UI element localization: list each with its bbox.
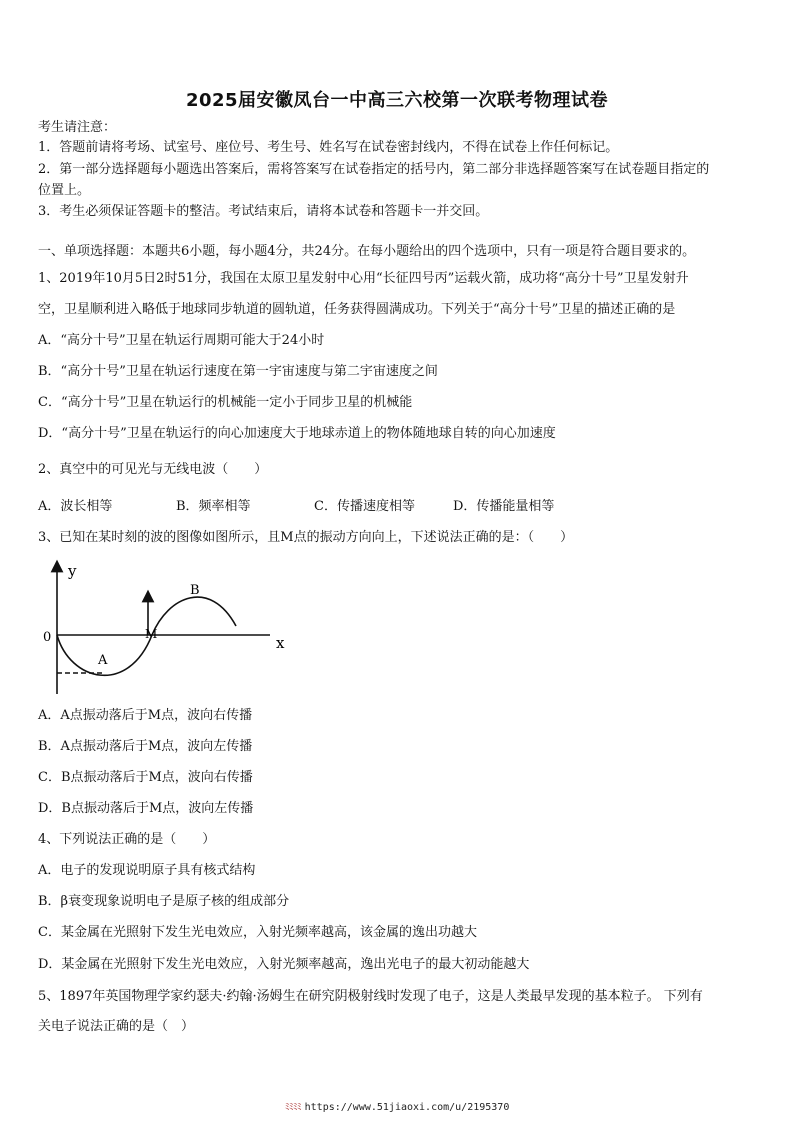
- q1-stem-line1: 1、2019年10月5日2时51分，我国在太原卫星发射中心用“长征四号丙”运载火箭，成功将“高分十号”卫星发射升: [38, 271, 689, 286]
- q5-stem-line1: 5、1897年英国物理学家约瑟夫·约翰·汤姆生在研究阴极射线时发现了电子，这是人类最早发现的基本粒子。 下列有: [38, 989, 703, 1004]
- q5-stem-line2: 关电子说法正确的是（ ）: [38, 1019, 195, 1034]
- q2-option-d: D．传播能量相等: [453, 499, 555, 514]
- point-a-label: A: [98, 653, 108, 668]
- q2-option-a: A．波长相等: [38, 499, 113, 514]
- notice-heading: 考生请注意：: [38, 120, 117, 135]
- q1-stem-line2: 空，卫星顺利进入略低于地球同步轨道的圆轨道，任务获得圆满成功。下列关于“高分十号”卫星的描述正确的是: [38, 302, 676, 317]
- notice-item: 1．答题前请将考场、试室号、座位号、考生号、姓名写在试卷密封线内，不得在试卷上作任何标记。: [38, 140, 619, 155]
- footer-url[interactable]: https://www.51jiaoxi.com/u/2195370: [304, 1102, 510, 1113]
- notice-item: 2．第一部分选择题每小题选出答案后，需将答案写在试卷指定的括号内，第二部分非选择题答案写在试卷题目指定的: [38, 162, 710, 177]
- q1-option-a: A．“高分十号”卫星在轨运行周期可能大于24小时: [38, 333, 325, 348]
- q4-option-b: B．β衰变现象说明电子是原子核的组成部分: [38, 894, 290, 909]
- q3-option-b: B．A点振动落后于M点，波向左传播: [38, 739, 253, 754]
- y-axis-label: y: [68, 562, 77, 580]
- notice-item: 位置上。: [38, 183, 91, 198]
- q1-option-c: C．“高分十号”卫星在轨运行的机械能一定小于同步卫星的机械能: [38, 395, 413, 410]
- point-m-label: M: [145, 627, 158, 641]
- q3-option-d: D．B点振动落后于M点，波向左传播: [38, 801, 254, 816]
- q1-option-d: D．“高分十号”卫星在轨运行的向心加速度大于地球赤道上的物体随地球自转的向心加速度: [38, 426, 556, 441]
- section-heading: 一、单项选择题：本题共6小题，每小题4分，共24分。在每小题给出的四个选项中，只有一项是符合题目要求的。: [38, 244, 696, 259]
- q3-option-a: A．A点振动落后于M点，波向右传播: [38, 708, 253, 723]
- q4-option-a: A．电子的发现说明原子具有核式结构: [38, 863, 256, 878]
- q2-option-b: B．频率相等: [176, 499, 251, 514]
- q2-option-c: C．传播速度相等: [314, 499, 415, 514]
- q3-stem: 3、已知在某时刻的波的图像如图所示，且M点的振动方向向上，下述说法正确的是：（ ）: [38, 530, 574, 545]
- page-title: 2025届安徽凤台一中高三六校第一次联考物理试卷: [185, 90, 609, 111]
- q4-option-d: D．某金属在光照射下发生光电效应，入射光频率越高，逸出光电子的最大初动能越大: [38, 957, 530, 972]
- q1-option-b: B．“高分十号”卫星在轨运行速度在第一宇宙速度与第二宇宙速度之间: [38, 364, 438, 379]
- point-b-label: B: [190, 583, 200, 598]
- q4-option-c: C．某金属在光照射下发生光电效应，入射光频率越高，该金属的逸出功越大: [38, 925, 477, 940]
- origin-label: 0: [43, 630, 52, 645]
- x-axis-label: x: [276, 634, 285, 652]
- notice-item: 3．考生必须保证答题卡的整洁。考试结束后，请将本试卷和答题卡一并交回。: [38, 204, 489, 219]
- q4-stem: 4、下列说法正确的是（ ）: [38, 832, 216, 847]
- footer-mark-icon: ﾐﾐﾐﾐ: [284, 1102, 301, 1113]
- q2-stem: 2、真空中的可见光与无线电波（ ）: [38, 462, 268, 477]
- wave-figure: [40, 556, 300, 701]
- footer: [0, 1098, 794, 1113]
- q3-option-c: C．B点振动落后于M点，波向右传播: [38, 770, 253, 785]
